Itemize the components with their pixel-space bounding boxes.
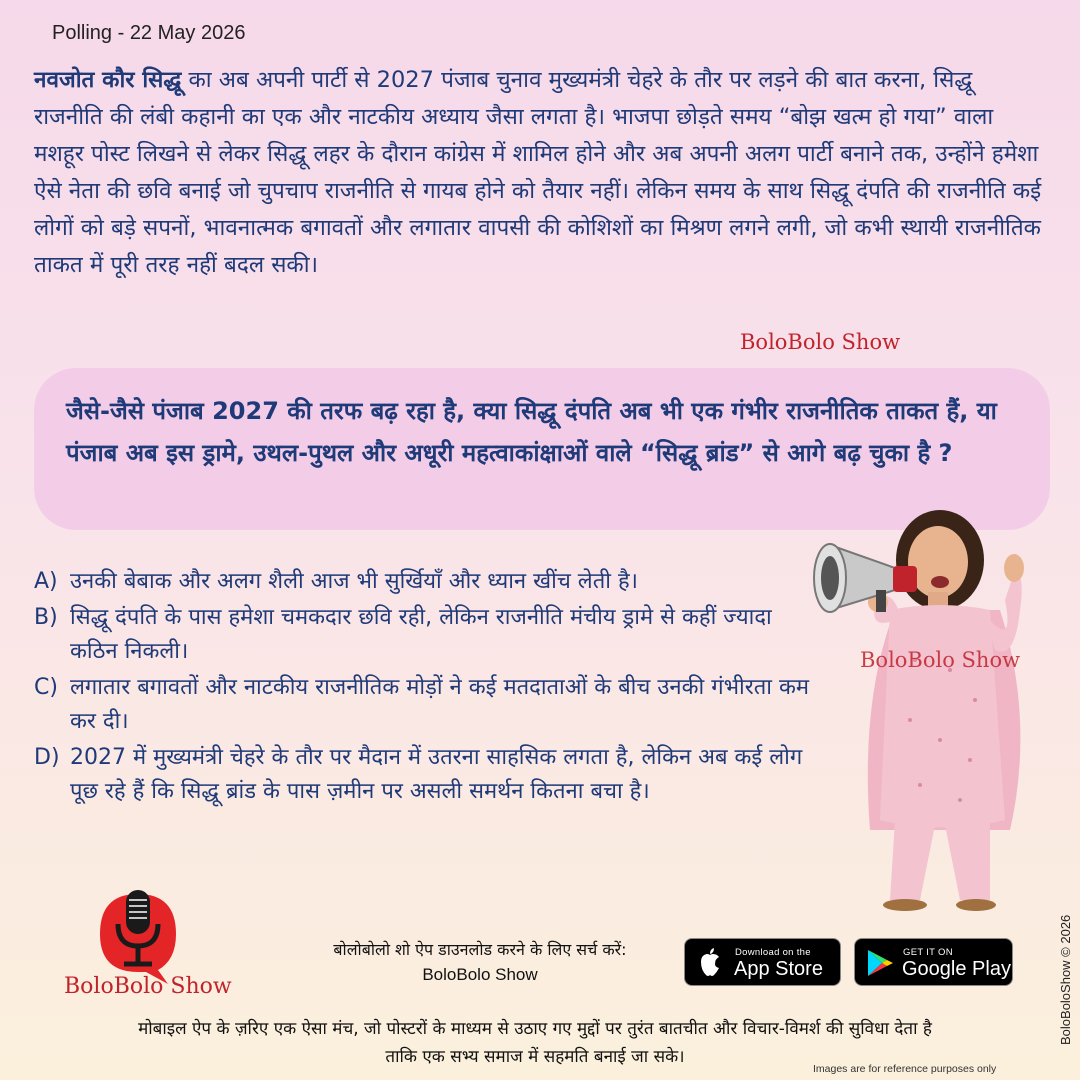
option-b[interactable] — [34, 601, 814, 669]
option-letter: D) — [34, 745, 60, 770]
app-store-button[interactable] — [684, 938, 841, 986]
woman-with-megaphone-illustration — [800, 500, 1050, 930]
footer-line-2: ताकि एक सभ्य समाज में सहमति बनाई जा सके। — [385, 1047, 685, 1067]
poll-date: Polling - 22 May 2026 — [52, 22, 246, 44]
apple-icon — [697, 948, 723, 978]
intro-paragraph — [34, 62, 1044, 284]
app-store-label: App Store — [734, 958, 823, 980]
illustration-watermark: BoloBolo Show — [860, 648, 1021, 672]
intro-name: नवजोत कौर सिद्धू — [34, 67, 182, 93]
app-store-small-text: Download on the — [735, 947, 811, 958]
option-a[interactable] — [34, 565, 814, 599]
option-text: सिद्धू दंपति के पास हमेशा चमकदार छवि रही, लेकिन राजनीति मंचीय ड्रामे से कहीं ज्यादा कठिन निकली। — [70, 605, 772, 664]
footer-line-1: मोबाइल ऐप के ज़रिए एक ऐसा मंच, जो पोस्टरों के माध्यम से उठाए गए मुद्दों पर तुरंत बातचीत और विचार-विमर्श की सुविधा देता है — [138, 1019, 932, 1039]
option-text: उनकी बेबाक और अलग शैली आज भी सुर्खियाँ और ध्यान खींच लेती है। — [70, 569, 638, 594]
option-letter: A) — [34, 569, 58, 594]
google-play-button[interactable] — [854, 938, 1013, 986]
option-letter: C) — [34, 675, 58, 700]
option-text: लगातार बगावतों और नाटकीय राजनीतिक मोड़ों ने कई मतदाताओं के बीच उनकी गंभीरता कम कर दी। — [70, 675, 810, 734]
option-d[interactable] — [34, 741, 814, 809]
google-play-icon — [865, 948, 895, 978]
option-text: 2027 में मुख्यमंत्री चेहरे के तौर पर मैदान में उतरना साहसिक लगता है, लेकिन अब कई लोग पूछ रहे हैं कि सिद्धू ब्रांड के पास ज़मीन पर असली समर्थन कितना बचा है। — [70, 745, 803, 804]
download-app-name: BoloBolo Show — [422, 965, 538, 984]
image-disclaimer: Images are for reference purposes only — [813, 1063, 997, 1075]
copyright-credit: BoloBoloShow © 2026 — [1058, 914, 1073, 1045]
option-c[interactable] — [34, 671, 814, 739]
logo-text: BoloBolo Show — [64, 974, 232, 999]
intro-text: का अब अपनी पार्टी से 2027 पंजाब चुनाव मुख्यमंत्री चेहरे के तौर पर लड़ने की बात करना, सिद्धू राजनीति की लंबी कहानी का एक और नाटकीय अध्याय जैसा लगता है। भाजपा छोड़ते समय “बोझ खत्म हो गया” वाला मशहूर पोस्ट लिखने से लेकर सिद्धू लहर के दौरान कांग्रेस में शामिल होने और अब अपनी अलग पार्टी बनाने तक, उन्होंने हमेशा ऐसे नेता की छवि बनाई जो चुपचाप राजनीति से गायब होने को तैयार नहीं। लेकिन समय के साथ सिद्धू दंपति की राजनीति कई लोगों को बड़े सपनों, भावनात्मक बगावतों और लगातार वापसी की कोशिशों का मिश्रण लगने लगी, जो कभी स्थायी राजनीतिक ताकत में पूरी तरह नहीं बदल सकी। — [34, 67, 1042, 278]
google-play-label: Google Play — [902, 958, 1011, 980]
option-letter: B) — [34, 605, 58, 630]
poll-options — [34, 565, 814, 811]
microphone-icon — [100, 890, 176, 984]
download-instruction: बोलोबोलो शो ऐप डाउनलोड करने के लिए सर्च करें: — [333, 940, 627, 959]
google-play-small-text: GET IT ON — [903, 947, 953, 958]
poll-question: जैसे-जैसे पंजाब 2027 की तरफ बढ़ रहा है, क्या सिद्धू दंपति अब भी एक गंभीर राजनीतिक ताकत हैं, या पंजाब अब इस ड्रामे, उथल-पुथल और अधूरी महत्वाकांक्षाओं वाले “सिद्धू ब्रांड” से आगे बढ़ चुका है ? — [66, 397, 997, 467]
watermark-text: BoloBolo Show — [740, 330, 901, 354]
